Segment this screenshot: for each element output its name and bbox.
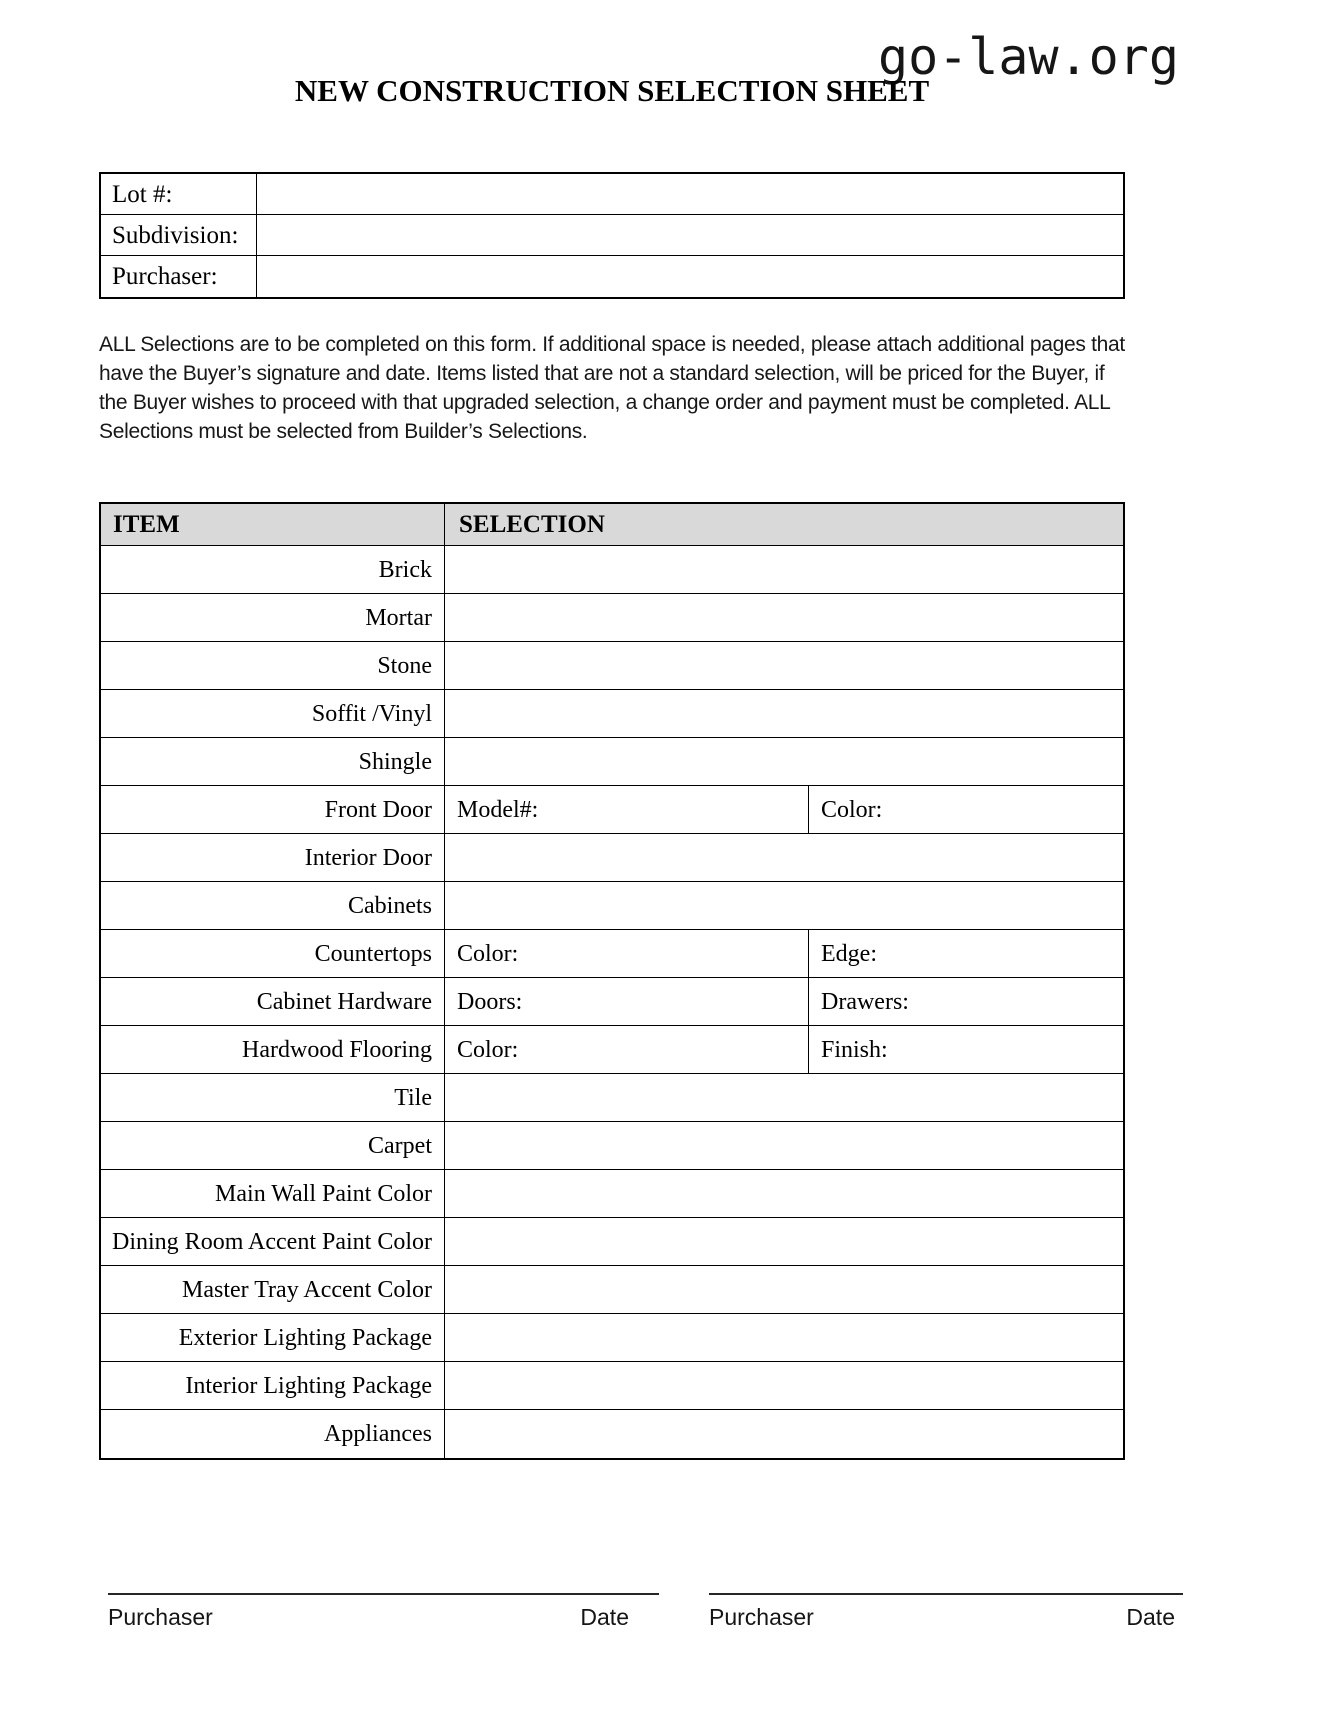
table-row-appliances	[101, 1410, 1123, 1458]
column-header-item: ITEM	[101, 504, 445, 545]
table-row-interior-lighting-package	[101, 1362, 1123, 1410]
site-watermark-logo: go-law.org	[877, 28, 1179, 86]
field-cell-edge[interactable]	[809, 930, 1123, 977]
instructions-line: ALL Selections are to be completed on this form. If additional space is needed, please attach additional pages that	[99, 333, 1125, 356]
item-label: Interior Door	[101, 834, 445, 881]
item-label: Interior Lighting Package	[101, 1362, 445, 1409]
table-row-interior-door	[101, 834, 1123, 882]
field-cell-color[interactable]	[445, 930, 809, 977]
table-row-brick	[101, 546, 1123, 594]
signature-date-label: Date	[580, 1604, 629, 1630]
item-label: Master Tray Accent Color	[101, 1266, 445, 1313]
item-label: Shingle	[101, 738, 445, 785]
table-row-countertops	[101, 930, 1123, 978]
field-cell-drawers[interactable]	[809, 978, 1123, 1025]
table-row-cabinet-hardware	[101, 978, 1123, 1026]
signature-purchaser-label: Purchaser	[709, 1604, 814, 1630]
selection-cell[interactable]	[445, 642, 1123, 689]
instructions-line: Selections must be selected from Builder’s Selections.	[99, 420, 588, 443]
field-label: Color:	[457, 941, 519, 967]
table-row-mortar	[101, 594, 1123, 642]
column-header-selection: SELECTION	[459, 511, 605, 538]
selection-cell[interactable]	[445, 1218, 1123, 1265]
selection-table	[99, 502, 1125, 1460]
item-label: Soffit /Vinyl	[101, 690, 445, 737]
info-row-purchaser	[101, 256, 1123, 297]
selection-cell[interactable]	[445, 1122, 1123, 1169]
item-label: Mortar	[101, 594, 445, 641]
signature-block-right	[709, 1558, 1183, 1631]
selection-cell[interactable]	[445, 738, 1123, 785]
signature-purchaser-label: Purchaser	[108, 1604, 213, 1630]
field-cell-model-number[interactable]	[445, 786, 809, 833]
item-label: Countertops	[101, 930, 445, 977]
selection-cell[interactable]	[445, 1266, 1123, 1313]
subdivision-field[interactable]	[257, 215, 1123, 255]
item-label: Front Door	[101, 786, 445, 833]
field-label: Edge:	[821, 941, 877, 967]
instructions-line: have the Buyer’s signature and date. Items listed that are not a standard selection, will be priced for the Buyer, if	[99, 362, 1105, 385]
signature-line[interactable]	[108, 1558, 659, 1595]
table-row-carpet	[101, 1122, 1123, 1170]
field-label: Color:	[821, 797, 883, 823]
selection-cell[interactable]	[445, 1170, 1123, 1217]
field-label: Model#:	[457, 797, 539, 823]
info-row-subdivision	[101, 215, 1123, 256]
item-label: Stone	[101, 642, 445, 689]
selection-cell[interactable]	[445, 594, 1123, 641]
signature-block-left	[108, 1558, 659, 1631]
selection-cell[interactable]	[445, 1362, 1123, 1409]
subdivision-label: Subdivision:	[101, 215, 257, 255]
selection-cell[interactable]	[445, 834, 1123, 881]
item-label: Hardwood Flooring	[101, 1026, 445, 1073]
signature-line[interactable]	[709, 1558, 1183, 1595]
field-label: Doors:	[457, 989, 523, 1015]
item-label: Cabinet Hardware	[101, 978, 445, 1025]
selection-table-header	[101, 504, 1123, 546]
info-row-lot	[101, 174, 1123, 215]
selection-cell[interactable]	[445, 1314, 1123, 1361]
page-title: NEW CONSTRUCTION SELECTION SHEET	[294, 73, 930, 108]
info-table	[99, 172, 1125, 299]
table-row-master-tray-accent-color	[101, 1266, 1123, 1314]
field-cell-color[interactable]	[445, 1026, 809, 1073]
item-label: Brick	[101, 546, 445, 593]
lot-number-field[interactable]	[257, 174, 1123, 214]
table-row-stone	[101, 642, 1123, 690]
field-cell-color[interactable]	[809, 786, 1123, 833]
field-cell-doors[interactable]	[445, 978, 809, 1025]
table-row-soffit-vinyl	[101, 690, 1123, 738]
field-label: Color:	[457, 1037, 519, 1063]
table-row-shingle	[101, 738, 1123, 786]
item-label: Cabinets	[101, 882, 445, 929]
selection-cell[interactable]	[445, 546, 1123, 593]
table-row-exterior-lighting-package	[101, 1314, 1123, 1362]
selection-cell[interactable]	[445, 690, 1123, 737]
table-row-front-door	[101, 786, 1123, 834]
field-cell-finish[interactable]	[809, 1026, 1123, 1073]
selection-cell[interactable]	[445, 882, 1123, 929]
purchaser-field[interactable]	[257, 256, 1123, 297]
item-label: Carpet	[101, 1122, 445, 1169]
field-label: Finish:	[821, 1037, 888, 1063]
item-label: Exterior Lighting Package	[101, 1314, 445, 1361]
table-row-hardwood-flooring	[101, 1026, 1123, 1074]
signature-date-label: Date	[1126, 1604, 1175, 1630]
purchaser-label: Purchaser:	[101, 256, 257, 297]
table-row-dining-room-accent-paint-color	[101, 1218, 1123, 1266]
field-label: Drawers:	[821, 989, 909, 1015]
item-label: Dining Room Accent Paint Color	[101, 1218, 445, 1265]
selection-cell[interactable]	[445, 1074, 1123, 1121]
instructions-paragraph	[99, 330, 1129, 446]
item-label: Tile	[101, 1074, 445, 1121]
instructions-line: the Buyer wishes to proceed with that upgraded selection, a change order and payment must be completed. ALL	[99, 391, 1111, 414]
table-row-tile	[101, 1074, 1123, 1122]
item-label: Appliances	[101, 1410, 445, 1458]
item-label: Main Wall Paint Color	[101, 1170, 445, 1217]
lot-number-label: Lot #:	[101, 174, 257, 214]
table-row-cabinets	[101, 882, 1123, 930]
selection-cell[interactable]	[445, 1410, 1123, 1458]
table-row-main-wall-paint-color	[101, 1170, 1123, 1218]
